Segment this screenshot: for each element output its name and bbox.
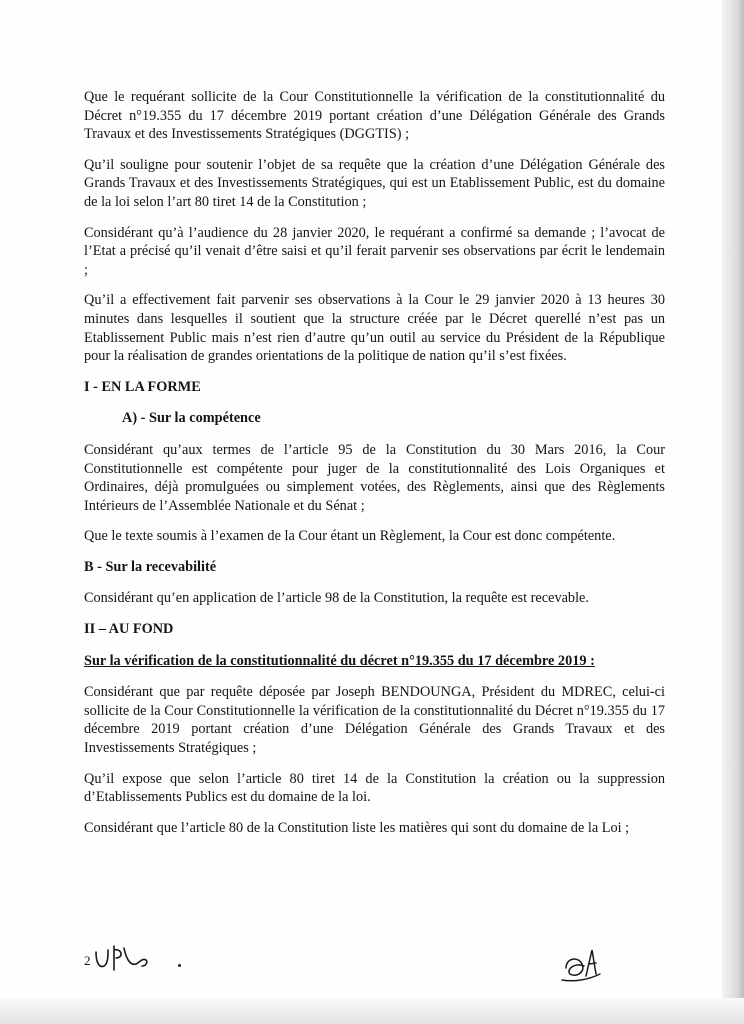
paragraph: Que le texte soumis à l’examen de la Cour étant un Règlement, la Cour est donc compétente. <box>84 528 616 545</box>
subsection-heading-recevabilite: B - Sur la recevabilité <box>84 558 217 575</box>
page-edge-shadow <box>722 0 744 1024</box>
section-heading-fond: II – AU FOND <box>84 621 174 638</box>
subsection-heading-competence: A) - Sur la compétence <box>122 410 261 427</box>
paragraph: Considérant qu’en application de l’article 98 de la Constitution, la requête est recevable. <box>84 590 589 607</box>
paragraph: Considérant qu’aux termes de l’article 95 de la Constitution du 30 Mars 2016, la Cour Constitutionnelle est compétente pour juger de la constitutionnalité des Lois Organiques et Ordinaires, déjà promulguées ou simplement votées, des Règlements, ainsi que des Règlements Intérieurs de l’Assemblée Nationale et du Sénat ; <box>84 441 665 514</box>
paragraph: Considérant que par requête déposée par Joseph BENDOUNGA, Président du MDREC, celui-ci sollicite de la Cour Constitutionnelle la vérification de la constitutionnalité du Décret n°19.355 du 17 décembre 2019 portant création d’une Délégation Générale des Grands Travaux et des Investissements Stratégiques ; <box>84 684 665 757</box>
paragraph: Qu’il expose que selon l’article 80 tiret 14 de la Constitution la création ou la suppression d’Etablissements Publics est du domaine de la loi. <box>84 770 665 806</box>
page-number: 2 <box>84 953 91 968</box>
handwritten-initials-right <box>560 944 610 986</box>
paragraph: Qu’il souligne pour soutenir l’objet de sa requête que la création d’une Délégation Générale des Grands Travaux et des Investissements Stratégiques, qui est un Etablissement Public, est du domaine de la loi selon l’art 80 tiret 14 de la Constitution ; <box>84 156 665 210</box>
paragraph: Qu’il a effectivement fait parvenir ses observations à la Cour le 29 janvier 2020 à 13 heures 30 minutes dans lesquelles il soutient que la structure créée par le Décret querellé n’est pas un Etablissement Public mais n’est rien d’autre qu’un outil au service du Président de la République pour la réalisation de grandes orientations de la politique de nation qu’il s’est fixées. <box>84 292 665 365</box>
paragraph: Considérant que l’article 80 de la Constitution liste les matières qui sont du domaine de la Loi ; <box>84 819 630 836</box>
page-bottom-edge <box>0 998 744 1024</box>
paragraph: Considérant qu’à l’audience du 28 janvier 2020, le requérant a confirmé sa demande ; l’avocat de l’Etat a précisé qu’il venait d’être saisi et qu’il ferait parvenir ses observations par écrit le lendemain ; <box>84 224 665 278</box>
verification-heading: Sur la vérification de la constitutionnalité du décret n°19.355 du 17 décembre 2019 : <box>84 652 595 669</box>
ink-dot <box>178 964 181 967</box>
section-heading-forme: I - EN LA FORME <box>84 378 201 395</box>
handwritten-initials-left <box>92 942 162 978</box>
paragraph: Que le requérant sollicite de la Cour Constitutionnelle la vérification de la constitutionnalité du Décret n°19.355 du 17 décembre 2019 portant création d’une Délégation Générale des Grands Travaux et des Investissements Stratégiques (DGGTIS) ; <box>84 89 665 143</box>
document-body <box>84 88 665 849</box>
